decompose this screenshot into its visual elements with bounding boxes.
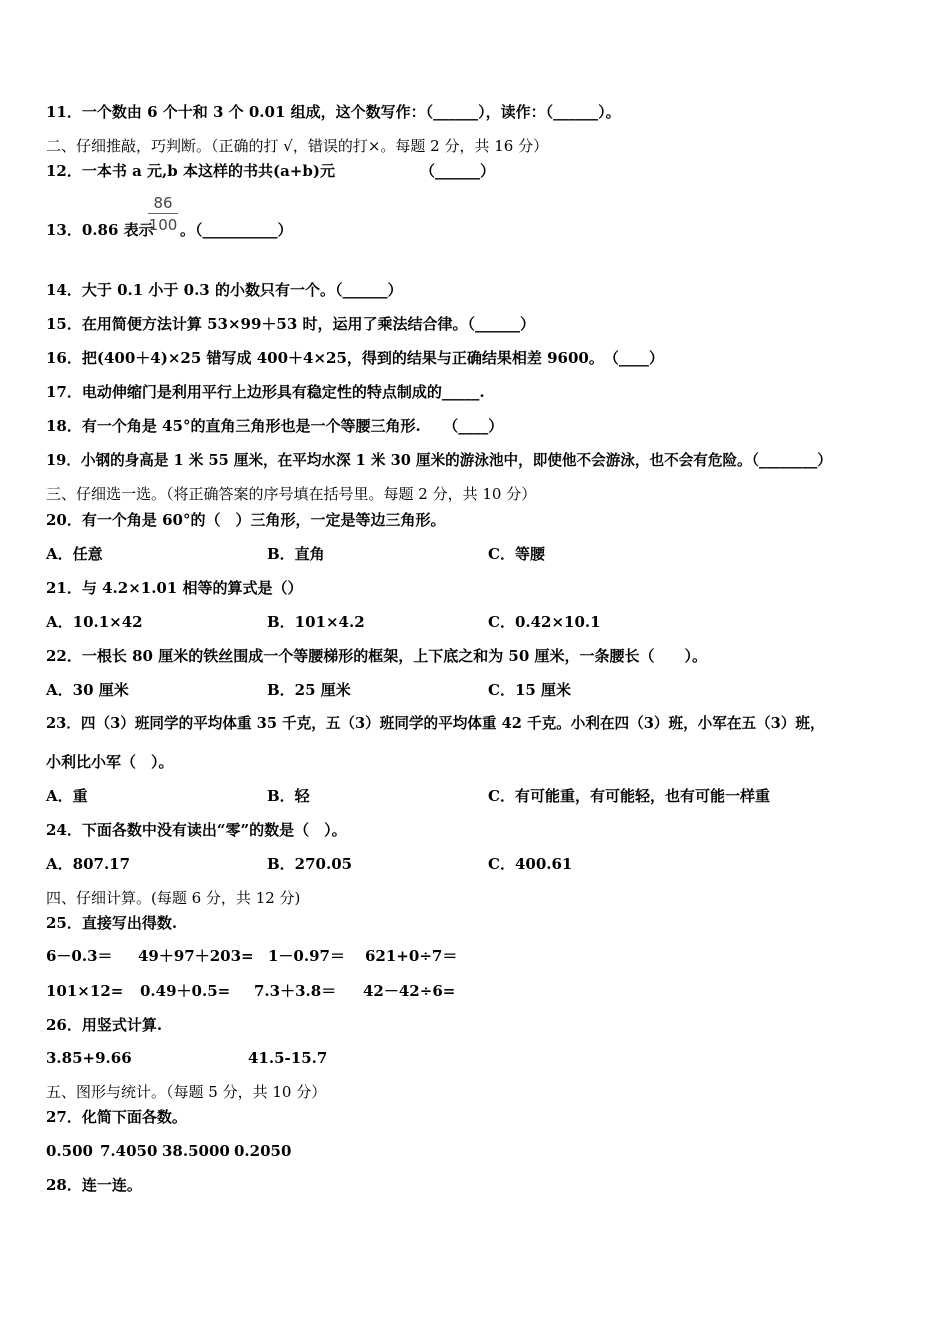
vertical-calc-item: 41.5-15.7 bbox=[248, 1049, 328, 1067]
question-26: 26．用竖式计算. bbox=[46, 1016, 163, 1034]
calc-item: 7.3＋3.8＝ bbox=[254, 982, 337, 1000]
q20-option-c: C．等腰 bbox=[488, 545, 545, 563]
fraction-denominator: 100 bbox=[148, 216, 178, 234]
question-17: 17．电动伸缩门是利用平行上边形具有稳定性的特点制成的_____. bbox=[46, 383, 485, 401]
calc-item: 6－0.3＝ bbox=[46, 947, 113, 965]
calc-item: 0.49＋0.5= bbox=[140, 982, 231, 1000]
q21-option-b: B．101×4.2 bbox=[267, 613, 365, 631]
question-24: 24．下面各数中没有读出“零”的数是（ ）。 bbox=[46, 821, 347, 839]
question-14: 14．大于 0.1 小于 0.3 的小数只有一个。（______） bbox=[46, 281, 403, 299]
vertical-calc-item: 3.85+9.66 bbox=[46, 1049, 132, 1067]
fraction-bar bbox=[148, 213, 178, 214]
calc-item: 42－42÷6= bbox=[363, 982, 456, 1000]
q24-option-c: C．400.61 bbox=[488, 855, 573, 873]
question-23-line-1: 23．四（3）班同学的平均体重 35 千克，五（3）班同学的平均体重 42 千克。小利在四（3）班，小军在五（3）班， bbox=[46, 715, 825, 732]
question-25: 25．直接写出得数. bbox=[46, 914, 178, 932]
simplify-item: 0.2050 bbox=[234, 1142, 292, 1160]
question-12 bbox=[46, 161, 335, 181]
simplify-item: 7.4050 bbox=[100, 1142, 158, 1160]
q23-option-b: B．轻 bbox=[267, 787, 310, 805]
section-2-heading: 二、仔细推敲，巧判断。（正确的打 √，错误的打×。每题 2 分，共 16 分） bbox=[46, 137, 549, 155]
calc-item: 621+0÷7＝ bbox=[365, 947, 458, 965]
question-22: 22．一根长 80 厘米的铁丝围成一个等腰梯形的框架，上下底之和为 50 厘米，一条腰长（ ）。 bbox=[46, 647, 708, 665]
q20-option-b: B．直角 bbox=[267, 545, 325, 563]
q23-option-a: A．重 bbox=[46, 787, 88, 805]
q21-option-a: A．10.1×42 bbox=[46, 613, 143, 631]
question-15: 15．在用简便方法计算 53×99＋53 时，运用了乘法结合律。（______） bbox=[46, 315, 536, 333]
fraction-86-100 bbox=[148, 194, 178, 234]
calc-item: 101×12= bbox=[46, 982, 124, 1000]
question-12-blank: （______） bbox=[420, 162, 496, 180]
simplify-item: 0.500 bbox=[46, 1142, 93, 1160]
question-13-suffix: 。（__________） bbox=[180, 221, 293, 239]
calc-item: 1－0.97＝ bbox=[268, 947, 345, 965]
question-27: 27．化简下面各数。 bbox=[46, 1108, 187, 1126]
section-3-heading: 三、仔细选一选。（将正确答案的序号填在括号里。每题 2 分，共 10 分） bbox=[46, 485, 537, 503]
question-18: 18．有一个角是 45°的直角三角形也是一个等腰三角形. （____） bbox=[46, 417, 504, 435]
question-21: 21．与 4.2×1.01 相等的算式是（） bbox=[46, 579, 303, 597]
q24-option-b: B．270.05 bbox=[267, 855, 353, 873]
question-20: 20．有一个角是 60°的（ ）三角形，一定是等边三角形。 bbox=[46, 511, 446, 529]
q23-option-c: C．有可能重，有可能轻，也有可能一样重 bbox=[488, 787, 770, 805]
q24-option-a: A．807.17 bbox=[46, 855, 131, 873]
question-19: 19．小钢的身高是 1 米 55 厘米，在平均水深 1 米 30 厘米的游泳池中，即使他不会游泳，也不会有危险。（________） bbox=[46, 452, 832, 469]
question-23-line-2: 小利比小军（ ）。 bbox=[46, 753, 174, 771]
fraction-numerator: 86 bbox=[153, 194, 173, 212]
section-5-heading: 五、图形与统计。（每题 5 分，共 10 分） bbox=[46, 1083, 327, 1101]
question-16: 16．把(400＋4)×25 错写成 400＋4×25，得到的结果与正确结果相差 9600。 （____） bbox=[46, 349, 664, 367]
question-12-text: 12．一本书 a 元,b 本这样的书共(a+b)元 bbox=[46, 162, 335, 180]
q22-option-a: A．30 厘米 bbox=[46, 681, 129, 699]
q22-option-c: C．15 厘米 bbox=[488, 681, 572, 699]
section-4-heading: 四、仔细计算。(每题 6 分，共 12 分) bbox=[46, 889, 301, 907]
q20-option-a: A．任意 bbox=[46, 545, 103, 563]
question-11: 11．一个数由 6 个十和 3 个 0.01 组成，这个数写作：（______），读作：（______）。 bbox=[46, 103, 621, 121]
simplify-item: 38.5000 bbox=[162, 1142, 230, 1160]
q21-option-c: C．0.42×10.1 bbox=[488, 613, 601, 631]
calc-item: 49＋97＋203= bbox=[138, 947, 254, 965]
q22-option-b: B．25 厘米 bbox=[267, 681, 351, 699]
question-13-prefix: 13．0.86 表示 bbox=[46, 221, 154, 239]
question-28: 28．连一连。 bbox=[46, 1176, 142, 1194]
